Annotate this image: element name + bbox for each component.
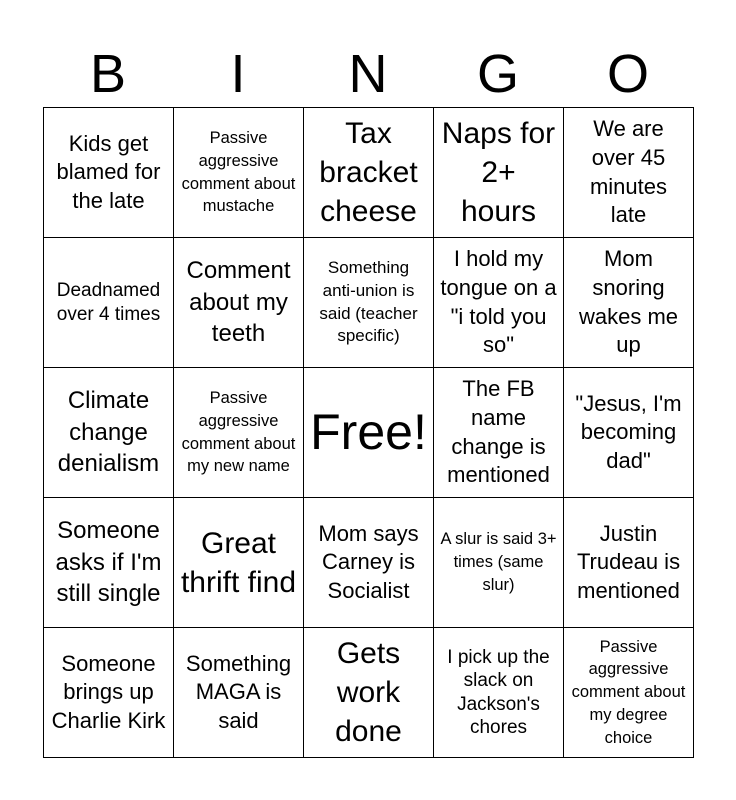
bingo-cell[interactable]: Great thrift find [174,498,304,628]
bingo-cell[interactable]: Passive aggressive comment about mustache [174,108,304,238]
bingo-cell[interactable]: Something MAGA is said [174,628,304,758]
bingo-cell[interactable]: Something anti-union is said (teacher specific) [304,238,434,368]
header-letter-n: N [348,44,388,104]
bingo-cell[interactable]: Climate change denialism [44,368,174,498]
bingo-cell[interactable]: Someone asks if I'm still single [44,498,174,628]
bingo-header [43,40,693,108]
header-letter-g: G [476,44,519,104]
bingo-cell[interactable]: Mom says Carney is Socialist [304,498,434,628]
header-letter-b: B [89,44,127,104]
bingo-cell[interactable]: Passive aggressive comment about my new name [174,368,304,498]
bingo-cell[interactable]: The FB name change is mentioned [434,368,564,498]
bingo-cell[interactable]: Comment about my teeth [174,238,304,368]
header-letter-i: I [230,44,246,104]
bingo-cell[interactable]: Deadnamed over 4 times [44,238,174,368]
header-letter-o: O [606,44,649,104]
bingo-cell[interactable]: Someone brings up Charlie Kirk [44,628,174,758]
bingo-cell[interactable]: Mom snoring wakes me up [564,238,694,368]
bingo-cell[interactable]: Tax bracket cheese [304,108,434,238]
bingo-cell[interactable]: Naps for 2+ hours [434,108,564,238]
bingo-cell[interactable]: "Jesus, I'm becoming dad" [564,368,694,498]
bingo-board [43,107,694,758]
bingo-cell[interactable]: I hold my tongue on a "i told you so" [434,238,564,368]
bingo-cell[interactable]: Passive aggressive comment about my degree choice [564,628,694,758]
bingo-cell[interactable]: We are over 45 minutes late [564,108,694,238]
bingo-cell[interactable]: Gets work done [304,628,434,758]
bingo-cell[interactable]: A slur is said 3+ times (same slur) [434,498,564,628]
bingo-cell-free[interactable]: Free! [304,368,434,498]
bingo-cell[interactable]: Kids get blamed for the late [44,108,174,238]
bingo-cell[interactable]: Justin Trudeau is mentioned [564,498,694,628]
bingo-cell[interactable]: I pick up the slack on Jackson's chores [434,628,564,758]
